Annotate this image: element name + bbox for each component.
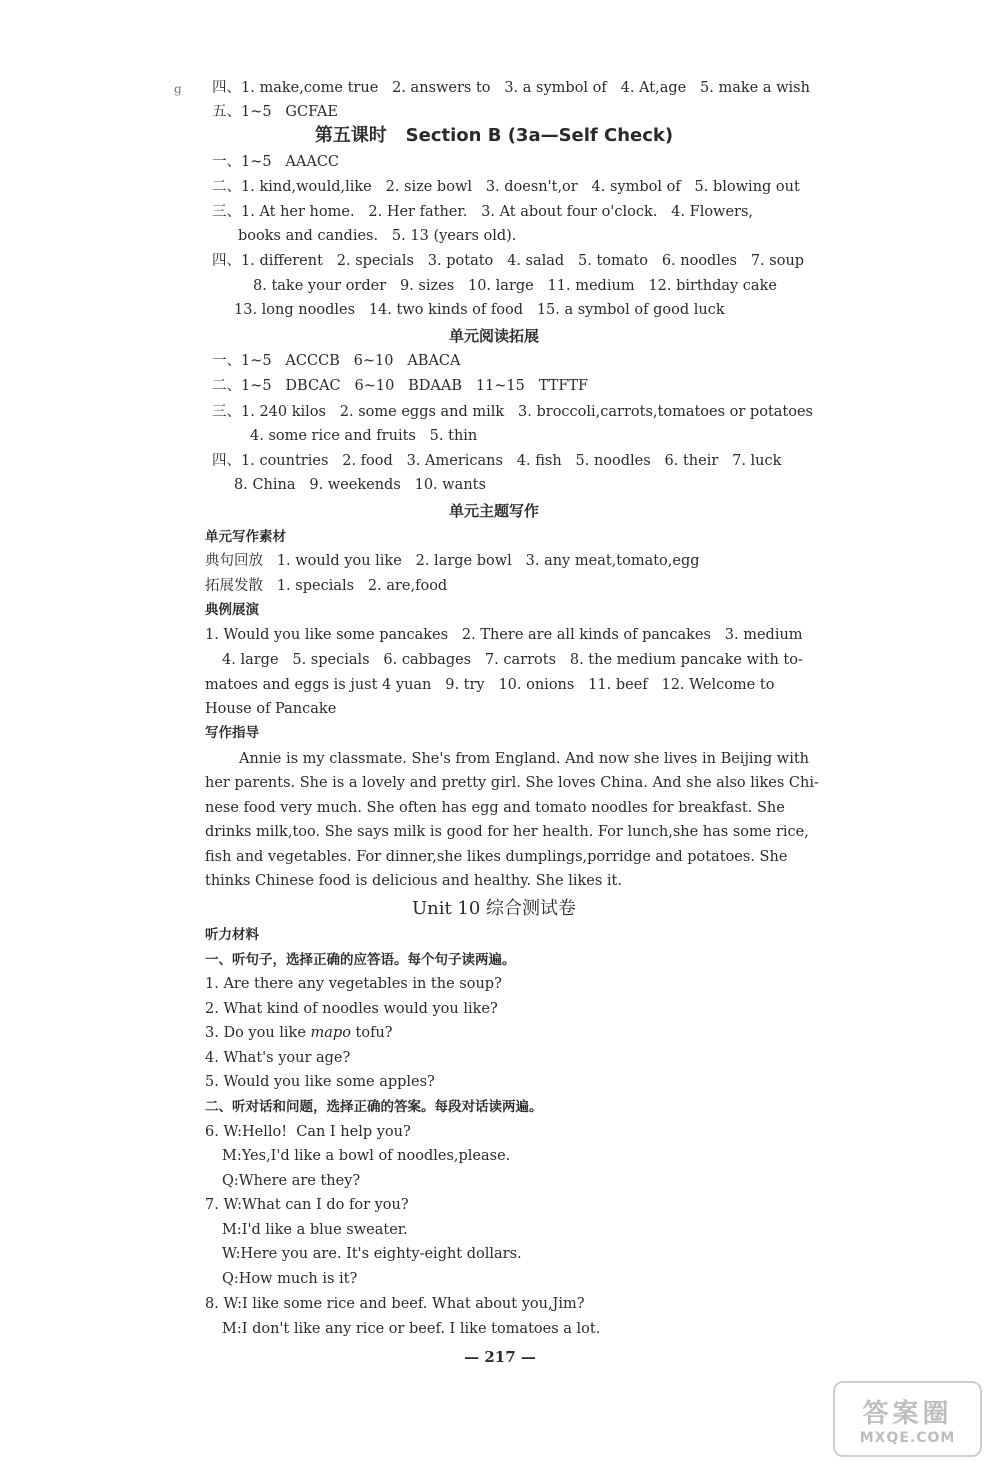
unit-title: Unit 10 综合测试卷	[411, 898, 577, 919]
section-title: 单元主题写作	[448, 502, 539, 520]
dialogue-line: M:I'd like a blue sweater.	[222, 1222, 408, 1238]
answer-line: 五、1~5 GCFAE	[212, 104, 338, 120]
part-heading: 一、听句子，选择正确的应答语。每个句子读两遍。	[205, 952, 516, 968]
answer-line: books and candies. 5. 13 (years old).	[238, 228, 517, 244]
subheading: 写作指导	[205, 725, 259, 741]
part-heading: 二、听对话和问题，选择正确的答案。每段对话读两遍。	[205, 1099, 543, 1115]
answer-line: 1. Would you like some pancakes 2. There are all kinds of pancakes 3. medium	[205, 627, 803, 643]
answer-line: 四、1. make,come true 2. answers to 3. a symbol of 4. At,age 5. make a wish	[212, 80, 810, 96]
essay-line: her parents. She is a lovely and pretty girl. She loves China. And she also likes Chi-	[205, 775, 819, 791]
answer-line: 拓展发散 1. specials 2. are,food	[205, 578, 448, 594]
answer-line: 四、1. countries 2. food 3. Americans 4. fish 5. noodles 6. their 7. luck	[212, 453, 782, 469]
answer-line: 一、1~5 AAACC	[212, 154, 340, 170]
essay-line: fish and vegetables. For dinner,she likes dumplings,porridge and potatoes. She	[205, 849, 788, 865]
essay-line: thinks Chinese food is delicious and healthy. She likes it.	[205, 873, 622, 889]
answer-line: 8. China 9. weekends 10. wants	[234, 477, 486, 493]
watermark-url: MXQE.COM	[859, 1429, 956, 1446]
page-number: — 217 —	[464, 1348, 536, 1366]
subheading: 听力材料	[205, 927, 259, 943]
dialogue-line: Q:How much is it?	[222, 1271, 358, 1287]
watermark-logo	[833, 1381, 982, 1457]
section-title: 第五课时 Section B (3a—Self Check)	[314, 125, 674, 146]
listening-sentence: 4. What's your age?	[205, 1050, 351, 1066]
dialogue-line: 7. W:What can I do for you?	[205, 1197, 409, 1213]
answer-line: 二、1~5 DBCAC 6~10 BDAAB 11~15 TTFTF	[212, 378, 589, 394]
answer-line: 二、1. kind,would,like 2. size bowl 3. doesn't,or 4. symbol of 5. blowing out	[212, 179, 800, 195]
section-title: 单元阅读拓展	[448, 327, 539, 345]
dialogue-line: W:Here you are. It's eighty-eight dollars.	[222, 1246, 522, 1262]
dialogue-line: Q:Where are they?	[222, 1173, 361, 1189]
essay-line: drinks milk,too. She says milk is good for her health. For lunch,she has some rice,	[205, 824, 809, 840]
answer-line: 4. some rice and fruits 5. thin	[250, 428, 478, 444]
dialogue-line: 6. W:Hello! Can I help you?	[205, 1124, 411, 1140]
dialogue-line: M:I don't like any rice or beef. I like tomatoes a lot.	[222, 1321, 601, 1337]
dialogue-line: 8. W:I like some rice and beef. What about you,Jim?	[205, 1296, 585, 1312]
listening-sentence: 1. Are there any vegetables in the soup?	[205, 976, 502, 992]
answer-line: 4. large 5. specials 6. cabbages 7. carrots 8. the medium pancake with to-	[222, 652, 803, 668]
margin-mark: g	[174, 82, 182, 96]
answer-line: matoes and eggs is just 4 yuan 9. try 10. onions 11. beef 12. Welcome to	[205, 677, 775, 693]
listening-sentence: 2. What kind of noodles would you like?	[205, 1001, 498, 1017]
answer-line: House of Pancake	[205, 701, 337, 717]
subheading: 单元写作素材	[205, 529, 286, 545]
listening-sentence: 5. Would you like some apples?	[205, 1074, 435, 1090]
answer-line: 13. long noodles 14. two kinds of food 15. a symbol of good luck	[234, 302, 725, 318]
subheading: 典例展演	[205, 602, 259, 618]
answer-line: 8. take your order 9. sizes 10. large 11. medium 12. birthday cake	[253, 278, 777, 294]
answer-line: 三、1. At her home. 2. Her father. 3. At about four o'clock. 4. Flowers,	[212, 204, 754, 220]
answer-line: 典句回放 1. would you like 2. large bowl 3. any meat,tomato,egg	[205, 553, 700, 569]
listening-sentence: 3. Do you like mapo tofu?	[205, 1025, 393, 1041]
answer-line: 一、1~5 ACCCB 6~10 ABACA	[212, 353, 461, 369]
essay-line: nese food very much. She often has egg and tomato noodles for breakfast. She	[205, 800, 785, 816]
dialogue-line: M:Yes,I'd like a bowl of noodles,please.	[222, 1148, 511, 1164]
essay-line: Annie is my classmate. She's from England. And now she lives in Beijing with	[239, 751, 810, 767]
answer-line: 四、1. different 2. specials 3. potato 4. salad 5. tomato 6. noodles 7. soup	[212, 253, 805, 269]
watermark-text: 答案圈	[862, 1398, 953, 1429]
answer-line: 三、1. 240 kilos 2. some eggs and milk 3. broccoli,carrots,tomatoes or potatoes	[212, 404, 813, 420]
